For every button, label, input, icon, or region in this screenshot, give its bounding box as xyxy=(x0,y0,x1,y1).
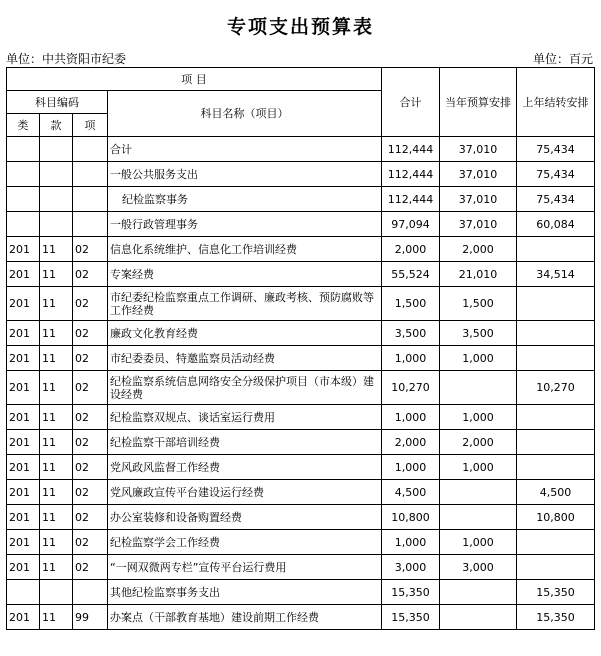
cell-total: 112,444 xyxy=(382,137,440,162)
cell-kuan: 11 xyxy=(40,371,73,405)
cell-carryover: 4,500 xyxy=(517,480,595,505)
cell-xiang xyxy=(73,580,108,605)
cell-xiang: 02 xyxy=(73,530,108,555)
cell-lei xyxy=(7,580,40,605)
cell-xiang: 02 xyxy=(73,505,108,530)
unit-organization: 单位：中共资阳市纪委 xyxy=(6,52,127,66)
cell-lei: 201 xyxy=(7,505,40,530)
cell-subject-name: 专案经费 xyxy=(108,262,382,287)
cell-lei: 201 xyxy=(7,555,40,580)
cell-total: 97,094 xyxy=(382,212,440,237)
cell-kuan xyxy=(40,187,73,212)
cell-current-year xyxy=(440,580,517,605)
table-row xyxy=(7,605,595,630)
table-row xyxy=(7,371,595,405)
cell-current-year xyxy=(440,371,517,405)
cell-total: 10,800 xyxy=(382,505,440,530)
cell-current-year: 37,010 xyxy=(440,212,517,237)
cell-carryover: 60,084 xyxy=(517,212,595,237)
cell-lei: 201 xyxy=(7,287,40,321)
table-row xyxy=(7,287,595,321)
cell-carryover: 75,434 xyxy=(517,162,595,187)
cell-subject-name: 一般公共服务支出 xyxy=(108,162,382,187)
cell-xiang xyxy=(73,162,108,187)
cell-carryover: 75,434 xyxy=(517,137,595,162)
cell-xiang: 02 xyxy=(73,455,108,480)
cell-current-year: 37,010 xyxy=(440,187,517,212)
cell-kuan: 11 xyxy=(40,262,73,287)
cell-xiang: 02 xyxy=(73,555,108,580)
cell-current-year: 21,010 xyxy=(440,262,517,287)
cell-total: 1,000 xyxy=(382,530,440,555)
unit-currency: 单位：百元 xyxy=(532,52,593,66)
cell-carryover xyxy=(517,405,595,430)
cell-subject-name: 纪检监察事务 xyxy=(108,187,382,212)
cell-lei: 201 xyxy=(7,262,40,287)
header-kuan: 款 xyxy=(40,114,73,137)
cell-xiang: 02 xyxy=(73,371,108,405)
cell-subject-name: 合计 xyxy=(108,137,382,162)
cell-subject-name: 一般行政管理事务 xyxy=(108,212,382,237)
cell-kuan: 11 xyxy=(40,530,73,555)
cell-total: 3,000 xyxy=(382,555,440,580)
cell-subject-name: 党风廉政宣传平台建设运行经费 xyxy=(108,480,382,505)
cell-subject-name: 信息化系统维护、信息化工作培训经费 xyxy=(108,237,382,262)
cell-carryover: 15,350 xyxy=(517,605,595,630)
cell-current-year xyxy=(440,480,517,505)
cell-current-year: 3,000 xyxy=(440,555,517,580)
cell-kuan: 11 xyxy=(40,505,73,530)
cell-carryover: 34,514 xyxy=(517,262,595,287)
cell-subject-name: 办案点（干部教育基地）建设前期工作经费 xyxy=(108,605,382,630)
table-row xyxy=(7,321,595,346)
cell-total: 15,350 xyxy=(382,580,440,605)
cell-total: 3,500 xyxy=(382,321,440,346)
table-row xyxy=(7,505,595,530)
cell-lei: 201 xyxy=(7,405,40,430)
cell-subject-name: 纪检监察双规点、谈话室运行费用 xyxy=(108,405,382,430)
cell-kuan: 11 xyxy=(40,237,73,262)
cell-current-year xyxy=(440,605,517,630)
cell-kuan: 11 xyxy=(40,555,73,580)
cell-kuan: 11 xyxy=(40,455,73,480)
cell-carryover xyxy=(517,237,595,262)
header-lei: 类 xyxy=(7,114,40,137)
cell-lei: 201 xyxy=(7,321,40,346)
cell-lei xyxy=(7,162,40,187)
cell-carryover xyxy=(517,346,595,371)
cell-lei xyxy=(7,137,40,162)
table-row xyxy=(7,346,595,371)
table-row xyxy=(7,262,595,287)
cell-lei: 201 xyxy=(7,480,40,505)
cell-kuan: 11 xyxy=(40,430,73,455)
cell-subject-name: 党风政风监督工作经费 xyxy=(108,455,382,480)
cell-subject-name: 纪检监察干部培训经费 xyxy=(108,430,382,455)
cell-subject-name: 市纪委委员、特邀监察员活动经费 xyxy=(108,346,382,371)
cell-lei: 201 xyxy=(7,530,40,555)
cell-total: 1,000 xyxy=(382,455,440,480)
cell-carryover: 75,434 xyxy=(517,187,595,212)
cell-kuan xyxy=(40,137,73,162)
cell-xiang: 02 xyxy=(73,287,108,321)
cell-carryover xyxy=(517,321,595,346)
cell-lei: 201 xyxy=(7,455,40,480)
cell-kuan: 11 xyxy=(40,321,73,346)
cell-current-year: 1,000 xyxy=(440,405,517,430)
cell-current-year: 37,010 xyxy=(440,137,517,162)
cell-current-year: 3,500 xyxy=(440,321,517,346)
budget-table xyxy=(6,67,595,630)
cell-kuan xyxy=(40,580,73,605)
cell-subject-name: 纪检监察系统信息网络安全分级保护项目（市本级）建设经费 xyxy=(108,371,382,405)
cell-xiang: 02 xyxy=(73,430,108,455)
cell-carryover xyxy=(517,455,595,480)
cell-carryover xyxy=(517,555,595,580)
table-row xyxy=(7,162,595,187)
cell-lei: 201 xyxy=(7,371,40,405)
cell-total: 112,444 xyxy=(382,162,440,187)
cell-lei xyxy=(7,187,40,212)
cell-carryover xyxy=(517,530,595,555)
table-row xyxy=(7,137,595,162)
cell-current-year: 1,000 xyxy=(440,455,517,480)
cell-total: 1,000 xyxy=(382,405,440,430)
cell-total: 2,000 xyxy=(382,430,440,455)
cell-lei: 201 xyxy=(7,605,40,630)
cell-total: 15,350 xyxy=(382,605,440,630)
cell-carryover: 10,800 xyxy=(517,505,595,530)
cell-xiang xyxy=(73,137,108,162)
cell-current-year: 1,000 xyxy=(440,530,517,555)
table-row xyxy=(7,430,595,455)
cell-carryover xyxy=(517,287,595,321)
cell-current-year: 1,500 xyxy=(440,287,517,321)
cell-kuan: 11 xyxy=(40,287,73,321)
cell-lei xyxy=(7,212,40,237)
cell-subject-name: 廉政文化教育经费 xyxy=(108,321,382,346)
cell-lei: 201 xyxy=(7,237,40,262)
cell-xiang: 02 xyxy=(73,262,108,287)
cell-total: 112,444 xyxy=(382,187,440,212)
budget-table-body xyxy=(7,137,595,630)
cell-subject-name: 市纪委纪检监察重点工作调研、廉政考核、预防腐败等工作经费 xyxy=(108,287,382,321)
cell-kuan xyxy=(40,212,73,237)
table-row xyxy=(7,405,595,430)
cell-xiang: 02 xyxy=(73,405,108,430)
header-total: 合计 xyxy=(382,68,440,137)
cell-kuan xyxy=(40,162,73,187)
table-row xyxy=(7,480,595,505)
cell-kuan: 11 xyxy=(40,605,73,630)
cell-subject-name: 其他纪检监察事务支出 xyxy=(108,580,382,605)
cell-lei: 201 xyxy=(7,346,40,371)
cell-carryover: 10,270 xyxy=(517,371,595,405)
table-row xyxy=(7,212,595,237)
header-xiang: 项 xyxy=(73,114,108,137)
cell-current-year: 2,000 xyxy=(440,430,517,455)
cell-current-year xyxy=(440,505,517,530)
table-row xyxy=(7,555,595,580)
cell-xiang xyxy=(73,212,108,237)
cell-current-year: 37,010 xyxy=(440,162,517,187)
cell-total: 1,500 xyxy=(382,287,440,321)
cell-subject-name: 纪检监察学会工作经费 xyxy=(108,530,382,555)
table-row xyxy=(7,580,595,605)
header-subject-name: 科目名称（项目） xyxy=(108,91,382,137)
cell-xiang: 02 xyxy=(73,480,108,505)
cell-lei: 201 xyxy=(7,430,40,455)
cell-total: 1,000 xyxy=(382,346,440,371)
cell-xiang: 99 xyxy=(73,605,108,630)
cell-total: 10,270 xyxy=(382,371,440,405)
cell-total: 4,500 xyxy=(382,480,440,505)
cell-current-year: 1,000 xyxy=(440,346,517,371)
cell-xiang: 02 xyxy=(73,321,108,346)
table-row xyxy=(7,530,595,555)
cell-kuan: 11 xyxy=(40,480,73,505)
table-row xyxy=(7,237,595,262)
cell-total: 2,000 xyxy=(382,237,440,262)
cell-kuan: 11 xyxy=(40,405,73,430)
table-row xyxy=(7,455,595,480)
cell-total: 55,524 xyxy=(382,262,440,287)
header-carryover: 上年结转安排 xyxy=(517,68,595,137)
cell-subject-name: 办公室装修和设备购置经费 xyxy=(108,505,382,530)
cell-kuan: 11 xyxy=(40,346,73,371)
header-current-year: 当年预算安排 xyxy=(440,68,517,137)
cell-xiang: 02 xyxy=(73,346,108,371)
cell-carryover: 15,350 xyxy=(517,580,595,605)
cell-current-year: 2,000 xyxy=(440,237,517,262)
cell-subject-name: “一网双微两专栏”宣传平台运行费用 xyxy=(108,555,382,580)
cell-xiang: 02 xyxy=(73,237,108,262)
header-subject-code: 科目编码 xyxy=(7,91,108,114)
cell-xiang xyxy=(73,187,108,212)
cell-carryover xyxy=(517,430,595,455)
page-title: 专项支出预算表 xyxy=(226,16,374,38)
header-project: 项 目 xyxy=(7,68,382,91)
table-row xyxy=(7,187,595,212)
